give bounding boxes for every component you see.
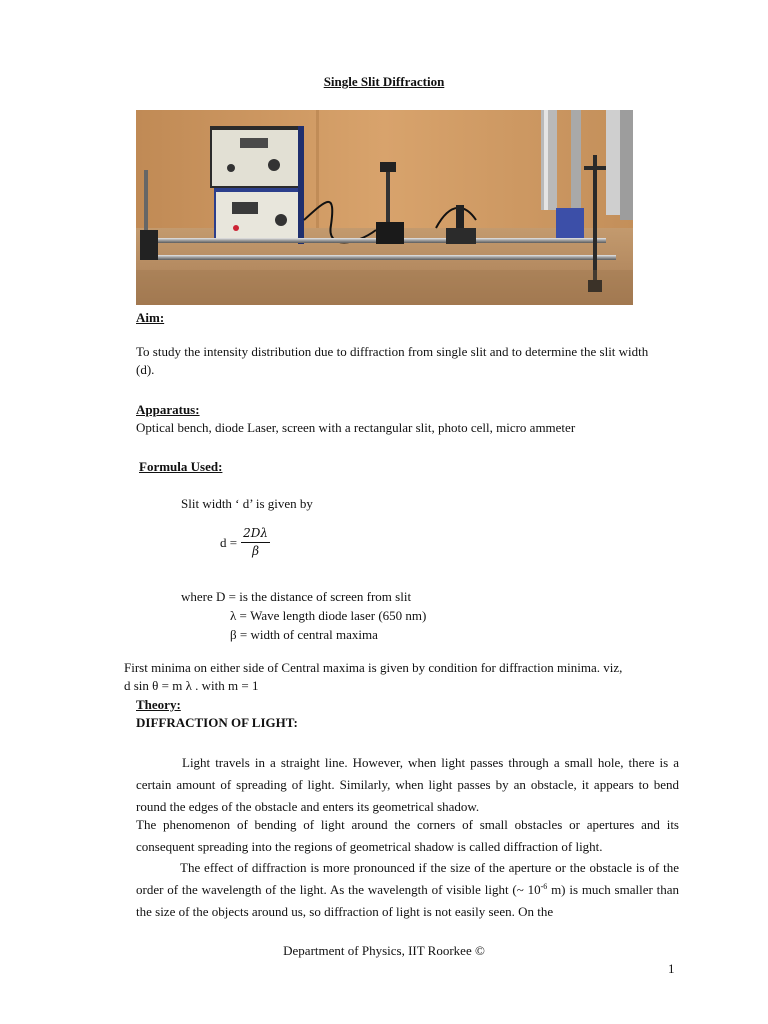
aim-heading: Aim: [136, 310, 165, 325]
page-title: Single Slit Diffraction [323, 74, 445, 89]
formula-intro: Slit width ‘ d’ is given by [181, 496, 313, 511]
footer-department: Department of Physics, IIT Roorkee © [283, 943, 485, 958]
formula-equation [220, 526, 270, 559]
theory-heading: Theory: [136, 697, 181, 712]
theory-p3-superscript: -6 [540, 882, 548, 891]
formula-beta-line: β = width of central maxima [230, 627, 378, 642]
formula-numerator: 2Dλ [241, 526, 270, 543]
formula-lambda-line: λ = Wave length diode laser (650 nm) [230, 608, 427, 623]
theory-p3-text: The effect of diffraction is more pronounced if the size of the aperture or the obstacle is of the order of the wavelength of the light. As the wavelength of visible light (~ 10 [136, 860, 679, 897]
theory-paragraph-2: The phenomenon of bending of light around the corners of small obstacles or apertures and its consequent spreading into the regions of geometrical shadow is called diffraction of light. [136, 817, 679, 854]
minima-line-2: d sin θ = m λ . with m = 1 [124, 678, 259, 693]
theory-paragraph-3 [136, 857, 679, 923]
formula-denominator: β [252, 544, 259, 558]
formula-heading: Formula Used: [139, 459, 223, 474]
theory-p3-text-end: m) is much smaller than the size of the objects around us, so diffraction of light is not easily seen. On the [136, 882, 679, 919]
theory-paragraph-1: Light travels in a straight line. However, when light passes through a small hole, there is a certain amount of spreading of light. Similarly, when light passes by an obstacle, it appears to bend round the edges of the obstacle and enters its geometrical shadow. [136, 755, 679, 814]
formula-fraction [241, 526, 270, 559]
apparatus-text: Optical bench, diode Laser, screen with a rectangular slit, photo cell, micro ammeter [136, 420, 576, 435]
aim-text: To study the intensity distribution due to diffraction from single slit and to determine the slit width (d). [136, 344, 649, 377]
minima-line-1: First minima on either side of Central maxima is given by condition for diffraction minima. viz, [124, 660, 623, 675]
page-number: 1 [668, 961, 675, 976]
formula-where-line: where D = is the distance of screen from slit [181, 589, 412, 604]
apparatus-heading: Apparatus: [136, 402, 200, 417]
theory-subheading: DIFFRACTION OF LIGHT: [136, 715, 298, 730]
formula-lhs: d = [220, 534, 238, 550]
apparatus-photo [136, 110, 633, 305]
